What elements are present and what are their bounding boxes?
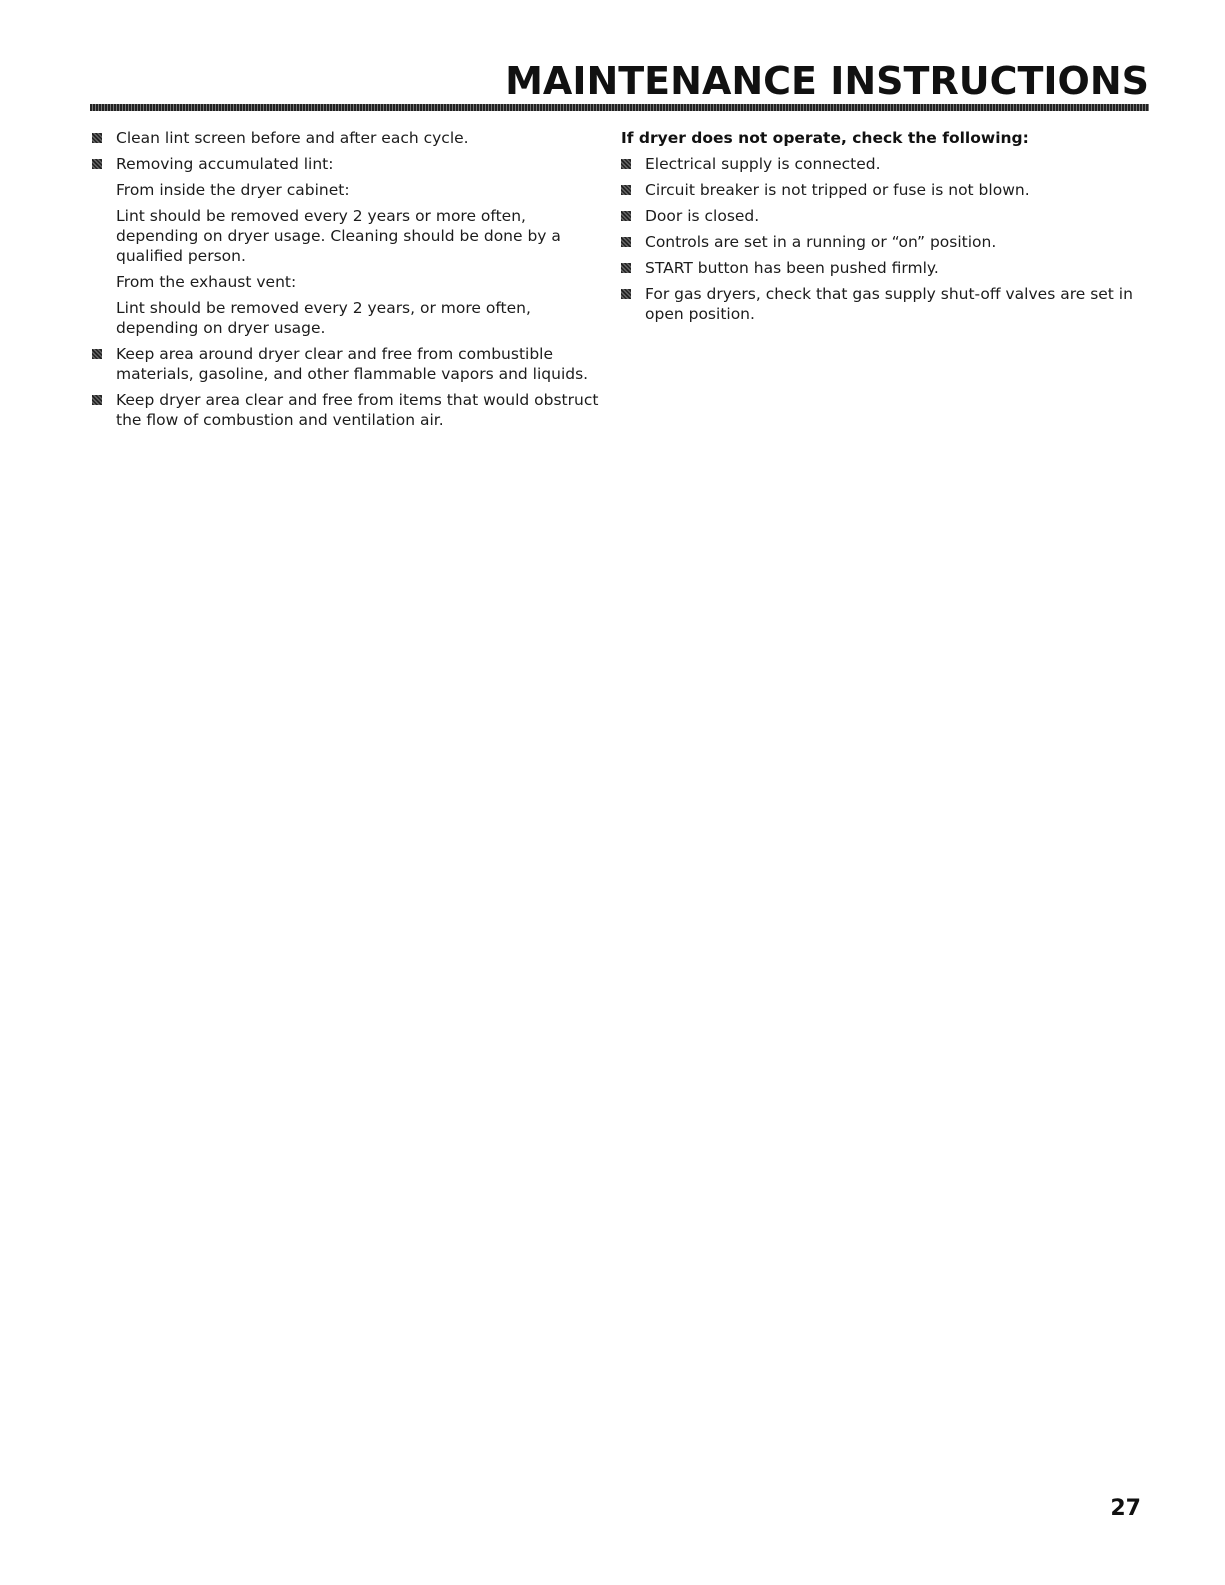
list-item: [621, 284, 1151, 324]
sub-label-vent: From the exhaust vent:: [116, 273, 297, 291]
section-heading: If dryer does not operate, check the following:: [621, 129, 1029, 147]
bullet-icon: [92, 395, 102, 405]
item-text: Keep area around dryer clear and free from combustible materials, gasoline, and other flammable vapors and liquids.: [116, 345, 589, 383]
item-text: Keep dryer area clear and free from items that would obstruct the flow of combustion and ventilation air.: [116, 391, 599, 429]
item-text: Controls are set in a running or “on” position.: [645, 233, 997, 251]
item-text: Door is closed.: [645, 207, 760, 225]
item-text: Electrical supply is connected.: [645, 155, 881, 173]
list-item: [92, 154, 612, 174]
bullet-icon: [92, 159, 102, 169]
item-text: For gas dryers, check that gas supply shut-off valves are set in open position.: [645, 285, 1133, 323]
bullet-icon: [621, 185, 631, 195]
item-text: Circuit breaker is not tripped or fuse is not blown.: [645, 181, 1030, 199]
bullet-icon: [621, 289, 631, 299]
page-number: 27: [1110, 1496, 1141, 1521]
sub-label-inside: From inside the dryer cabinet:: [116, 181, 350, 199]
sub-text-vent: Lint should be removed every 2 years, or more often, depending on dryer usage.: [116, 299, 531, 337]
list-item: [92, 344, 612, 384]
item-text: START button has been pushed firmly.: [645, 259, 939, 277]
bullet-icon: [92, 349, 102, 359]
list-item: [621, 180, 1151, 200]
bullet-icon: [621, 159, 631, 169]
item-text: Clean lint screen before and after each cycle.: [116, 129, 469, 147]
list-item: [621, 154, 1151, 174]
item-text: Removing accumulated lint:: [116, 155, 334, 173]
list-item: [621, 232, 1151, 252]
left-column: [92, 128, 612, 436]
right-column: [621, 128, 1151, 330]
bullet-icon: [92, 133, 102, 143]
sub-text-inside: Lint should be removed every 2 years or more often, depending on dryer usage. Cleaning should be done by a qualified person.: [116, 207, 561, 265]
list-item: [92, 128, 612, 148]
page-title: MAINTENANCE INSTRUCTIONS: [505, 59, 1149, 103]
list-item: [621, 206, 1151, 226]
list-item: [621, 258, 1151, 278]
list-item: [92, 390, 612, 430]
title-rule: [90, 104, 1149, 111]
bullet-icon: [621, 211, 631, 221]
bullet-icon: [621, 237, 631, 247]
bullet-icon: [621, 263, 631, 273]
